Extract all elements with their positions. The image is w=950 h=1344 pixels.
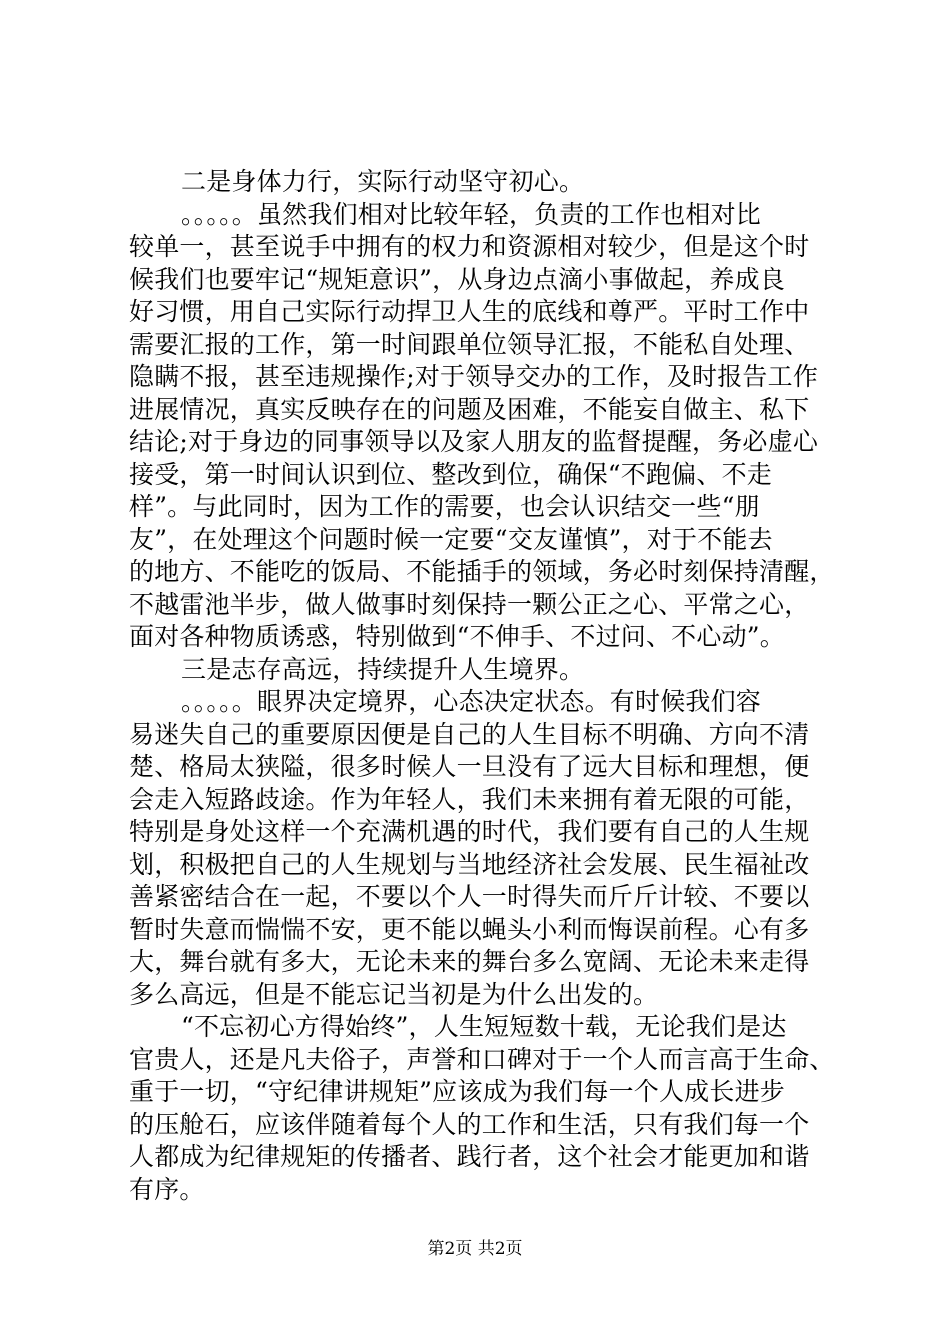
paragraph-line: 需要汇报的工作，第一时间跟单位领导汇报，不能私自处理、 [129,329,810,359]
paragraph-line: 进展情况，真实反映存在的问题及困难，不能妄自做主、私下 [129,394,810,424]
paragraph-line: 结论;对于身边的同事领导以及家人朋友的监督提醒，务必虚心 [129,427,819,456]
paragraph-line: “不忘初心方得始终”，人生短短数十载，无论我们是达 [181,1012,787,1041]
paragraph-line: 的地方、不能吃的饭局、不能插手的领域，务必时刻保持清醒， [129,557,835,586]
paragraph-line: 接受，第一时间认识到位、整改到位，确保“不跑偏、不走 [129,459,772,489]
section-heading-2: 二是身体力行，实际行动坚守初心。 [181,167,585,196]
paragraph-line: 面对各种物质诱惑，特别做到“不伸手、不过问、不心动”。 [129,622,785,651]
paragraph-line: 较单一，甚至说手中拥有的权力和资源相对较少，但是这个时 [129,232,810,261]
paragraph-line: 有序。 [129,1174,205,1204]
paragraph-line: 善紧密结合在一起，不要以个人一时得失而斤斤计较、不要以 [129,882,810,911]
paragraph-line: 划，积极把自己的人生规划与当地经济社会发展、民生福祉改 [129,849,810,879]
paragraph-line: 。。。。。眼界决定境界，心态决定状态。有时候我们容 [181,687,762,716]
paragraph-line: 会走入短路歧途。作为年轻人，我们未来拥有着无限的可能， [129,784,810,814]
paragraph-line: 大，舞台就有多大，无论未来的舞台多么宽阔、无论未来走得 [129,947,810,976]
paragraph-line: 不越雷池半步，做人做事时刻保持一颗公正之心、平常之心， [129,589,810,619]
document-body [129,166,835,1206]
page-number-footer: 第2页 共2页 [427,1239,523,1259]
paragraph-line: 好习惯，用自己实际行动捍卫人生的底线和尊严。平时工作中 [129,297,810,326]
paragraph-line: 人都成为纪律规矩的传播者、践行者，这个社会才能更加和谐 [129,1142,810,1171]
paragraph-line: 重于一切，“守纪律讲规矩”应该成为我们每一个人成长进步 [129,1077,785,1106]
paragraph-line: 暂时失意而惴惴不安，更不能以蝇头小利而悔误前程。心有多 [129,914,810,944]
paragraph-line: 易迷失自己的重要原因便是自己的人生目标不明确、方向不清 [129,719,810,749]
paragraph-line: 特别是身处这样一个充满机遇的时代，我们要有自己的人生规 [129,817,810,846]
paragraph-line: 候我们也要牢记“规矩意识”，从身边点滴小事做起，养成良 [129,264,785,294]
paragraph-line: 友”，在处理这个问题时候一定要“交友谨慎”，对于不能去 [129,524,773,554]
paragraph-line: 多么高远，但是不能忘记当初是为什么出发的。 [129,979,659,1009]
paragraph-line: 楚、格局太狭隘，很多时候人一旦没有了远大目标和理想，便 [129,752,810,781]
paragraph-line: 。。。。。虽然我们相对比较年轻，负责的工作也相对比 [181,199,762,229]
paragraph-line: 隐瞒不报，甚至违规操作;对于领导交办的工作，及时报告工作 [129,362,819,391]
paragraph-line: 的压舱石，应该伴随着每个人的工作和生活，只有我们每一个 [129,1109,810,1139]
paragraph-line: 官贵人，还是凡夫俗子，声誉和口碑对于一个人而言高于生命、 [129,1044,835,1074]
paragraph-line: 样”。与此同时，因为工作的需要，也会认识结交一些“朋 [129,492,760,521]
section-heading-3: 三是志存高远，持续提升人生境界。 [181,654,585,684]
